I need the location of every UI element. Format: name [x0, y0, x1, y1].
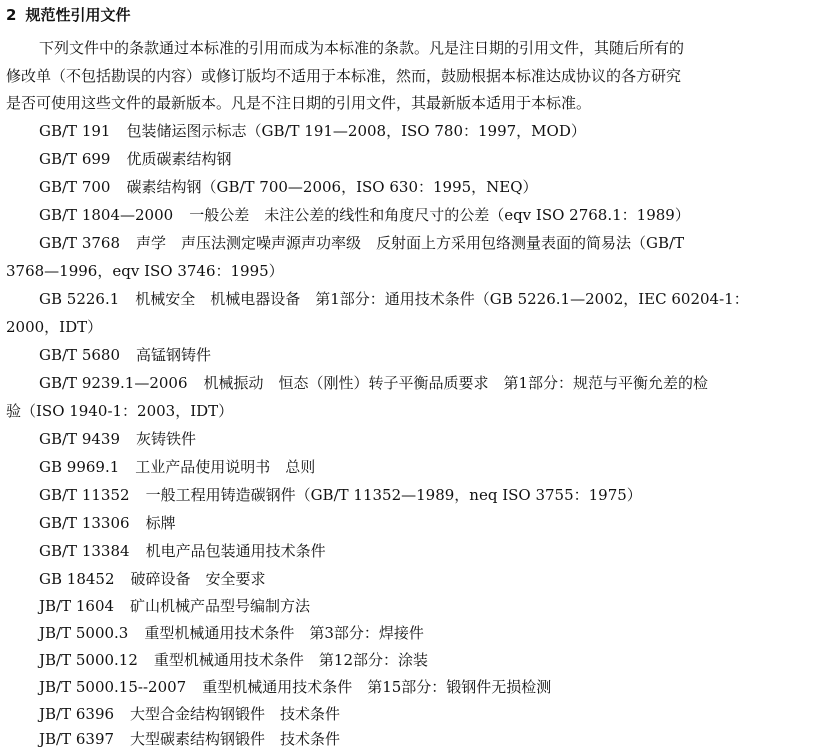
reference-item	[6, 704, 825, 724]
reference-code: GB/T 9439	[39, 430, 121, 448]
reference-code: GB 5226.1	[39, 290, 120, 308]
reference-code: GB/T 11352	[39, 486, 130, 504]
reference-title: 机械振动 恒态（刚性）转子平衡品质要求 第1部分：规范与平衡允差的检	[203, 374, 709, 392]
section-title: 规范性引用文件	[25, 6, 131, 24]
reference-item	[6, 650, 825, 670]
reference-code: GB/T 700	[39, 178, 111, 196]
reference-title: 高锰钢铸件	[136, 346, 212, 364]
reference-code: GB/T 191	[39, 122, 111, 140]
reference-item	[6, 541, 825, 561]
reference-code: GB/T 13384	[39, 542, 130, 560]
intro-line: 修改单（不包括勘误的内容）或修订版均不适用于本标准，然而，鼓励根据本标准达成协议的各方研究	[6, 67, 682, 85]
reference-title: 机械安全 机械电器设备 第1部分：通用技术条件（GB 5226.1—2002，IEC 60204-1：	[135, 290, 749, 308]
reference-code: GB 9969.1	[39, 458, 120, 476]
reference-continuation: 验（ISO 1940-1：2003，IDT）	[6, 402, 234, 420]
reference-code: GB/T 699	[39, 150, 111, 168]
intro-line: 是否可使用这些文件的最新版本。凡是不注日期的引用文件，其最新版本适用于本标准。	[6, 94, 592, 112]
reference-code: JB/T 6396	[39, 705, 115, 723]
reference-item	[6, 569, 825, 589]
reference-title: 碳素结构钢（GB/T 700—2006，ISO 630：1995，NEQ）	[126, 178, 538, 196]
reference-title: 灰铸铁件	[136, 430, 197, 448]
section-heading	[6, 5, 130, 25]
reference-title: 一般工程用铸造碳钢件（GB/T 11352—1989，neq ISO 3755：1975）	[145, 486, 642, 504]
reference-item	[6, 345, 825, 365]
reference-code: GB/T 1804—2000	[39, 206, 174, 224]
reference-code: JB/T 5000.15--2007	[39, 678, 187, 696]
reference-item	[6, 457, 825, 477]
reference-continuation: 2000，IDT）	[6, 318, 103, 336]
reference-title: 矿山机械产品型号编制方法	[130, 597, 311, 615]
reference-item	[6, 121, 825, 141]
reference-title: 优质碳素结构钢	[126, 150, 232, 168]
reference-item	[6, 623, 825, 643]
reference-item	[6, 177, 825, 197]
reference-item	[6, 729, 825, 749]
reference-item	[6, 373, 825, 393]
reference-title: 声学 声压法测定噪声源声功率级 反射面上方采用包络测量表面的简易法（GB/T	[136, 234, 685, 252]
reference-code: GB 18452	[39, 570, 115, 588]
reference-title: 一般公差 未注公差的线性和角度尺寸的公差（eqv ISO 2768.1：1989）	[189, 206, 690, 224]
section-number: 2	[6, 6, 17, 24]
reference-code: JB/T 5000.3	[39, 624, 129, 642]
reference-title: 重型机械通用技术条件 第12部分：涂装	[153, 651, 428, 669]
reference-code: JB/T 1604	[39, 597, 115, 615]
reference-code: GB/T 13306	[39, 514, 130, 532]
reference-item	[6, 289, 825, 309]
reference-item	[6, 677, 825, 697]
reference-title: 破碎设备 安全要求	[130, 570, 266, 588]
reference-item	[6, 205, 825, 225]
reference-item	[6, 233, 825, 253]
reference-item	[6, 485, 825, 505]
reference-item	[6, 149, 825, 169]
reference-item	[6, 513, 825, 533]
reference-title: 机电产品包装通用技术条件	[145, 542, 326, 560]
reference-code: JB/T 5000.12	[39, 651, 138, 669]
reference-continuation: 3768—1996，eqv ISO 3746：1995）	[6, 262, 284, 280]
reference-title: 重型机械通用技术条件 第3部分：焊接件	[144, 624, 424, 642]
reference-title: 重型机械通用技术条件 第15部分：锻钢件无损检测	[202, 678, 552, 696]
reference-title: 工业产品使用说明书 总则	[135, 458, 316, 476]
reference-title: 包装储运图示标志（GB/T 191—2008，ISO 780：1997，MOD）	[126, 122, 586, 140]
intro-line: 下列文件中的条款通过本标准的引用而成为本标准的条款。凡是注日期的引用文件，其随后所有的	[39, 39, 685, 57]
reference-item	[6, 429, 825, 449]
reference-code: GB/T 9239.1—2006	[39, 374, 188, 392]
reference-title: 大型合金结构钢锻件 技术条件	[130, 705, 341, 723]
reference-code: GB/T 5680	[39, 346, 121, 364]
reference-title: 标牌	[145, 514, 176, 532]
reference-code: JB/T 6397	[39, 730, 115, 748]
reference-code: GB/T 3768	[39, 234, 121, 252]
reference-item	[6, 596, 825, 616]
reference-title: 大型碳素结构钢锻件 技术条件	[130, 730, 341, 748]
